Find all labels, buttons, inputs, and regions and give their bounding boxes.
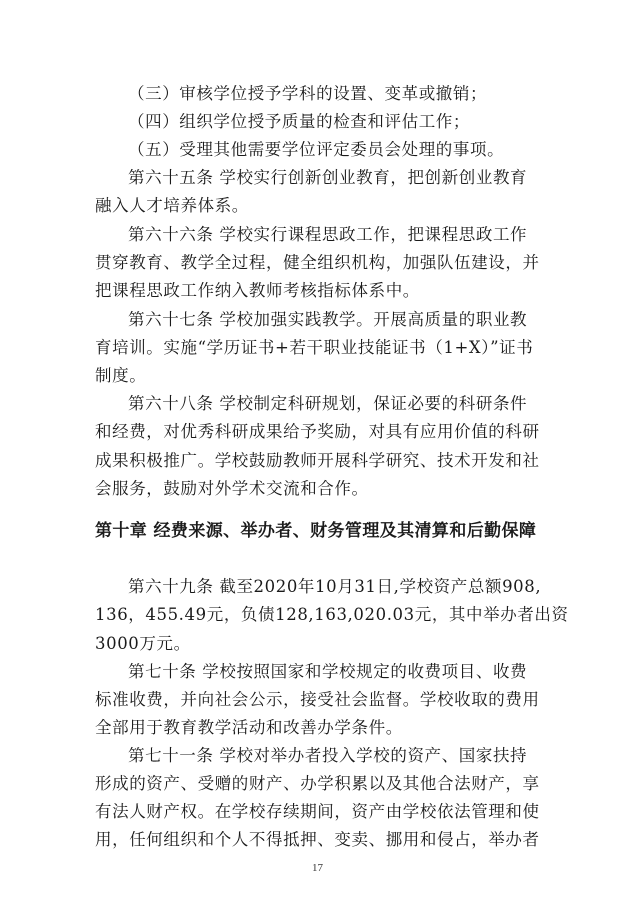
document-page: （三）审核学位授予学科的设置、变革或撤销； （四）组织学位授予质量的检查和评估工作； （五）受理其他需要学位评定委员会处理的事项。 第六十五条 学校实行创新创业教育，把创新创业教育 融入人才培养体系。 第六十六条 学校实行课程思政工作，把课程思政工作 贯穿教育、教学全过程，健全组织机构，加强队伍建设，并 把课程思政工作纳入教师考核指标体系中。 第六十七条 学校加强实践教学。开展高质量的职业教 育培训。实施“学历证书+若干职业技能证书（1+X）”证书 制度。 第六十八条 学校制定科研规划，保证必要的科研条件 和经费，对优秀科研成果给予奖励，对具有应用价值的科研 成果积极推广。学校鼓励教师开展科学研究、技术开发和社 会服务，鼓励对外学术交流和合作。 第十章 经费来源、举办者、财务管理及其清算和后勤保障 第六十九条 截至2020年10月31日,学校资产总额908, 136，455.49元，负债128,163,020.03元，其中举办者出资 3000万元。 第七十条 学校按照国家和学校规定的收费项目、收费 标准收费，并向社会公示，接受社会监督。学校收取的费用 全部用于教育教学活动和改善办学条件。 第七十一条 学校对举办者投入学校的资产、国家扶持 形成的资产、受赠的财产、办学积累以及其他合法财产，享 有法人财产权。在学校存续期间，资产由学校依法管理和使 用，任何组织和个人不得抵押、变卖、挪用和侵占，举办者 17 [0, 0, 635, 898]
chapter-heading: 第十章 经费来源、举办者、财务管理及其清算和后勤保障 [95, 521, 537, 541]
page-number: 17 [312, 862, 323, 874]
